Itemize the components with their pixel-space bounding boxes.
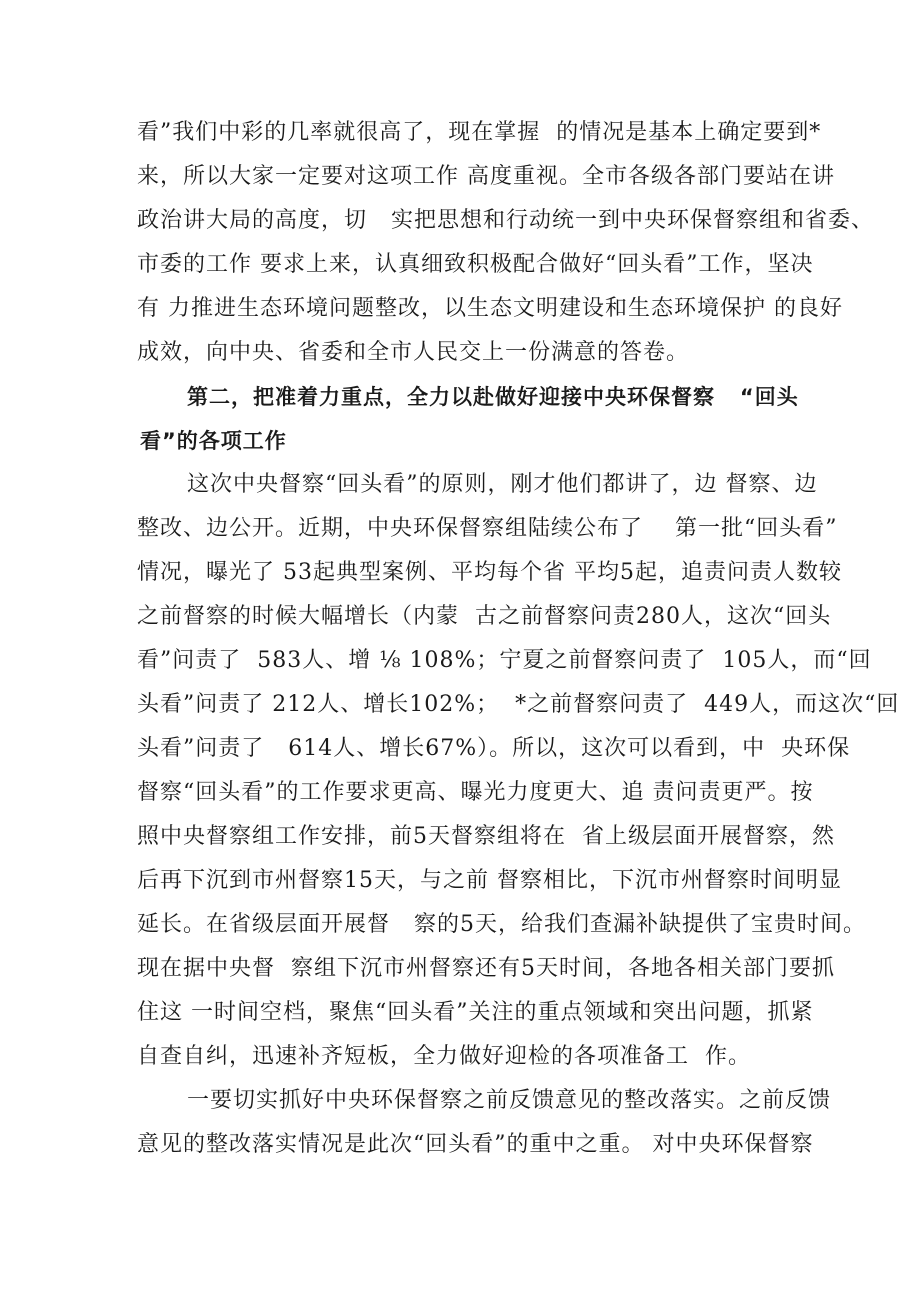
paragraph-2-line-11: 延长。在省级层面开展督 察的5天，给我们查漏补缺提供了宝贵时间。: [137, 912, 866, 937]
paragraph-1-line-6: 成效，向中央、省委和全市人民交上一份满意的答卷。: [137, 340, 690, 365]
paragraph-2-line-4: 之前督察的时候大幅增长（内蒙 古之前督察问责280人，这次“回头: [137, 604, 832, 629]
paragraph-2-line-9: 照中央督察组工作安排，前5天督察组将在 省上级层面开展督察，然: [137, 824, 835, 849]
paragraph-1-line-4: 市委的工作 要求上来，认真细致积极配合做好“回头看”工作，坚决: [137, 252, 814, 277]
paragraph-1-line-1: 看”我们中彩的几率就很高了，现在掌握 的情况是基本上确定要到*: [137, 120, 822, 145]
paragraph-2-line-8: 督察“回头看”的工作要求更高、曝光力度更大、追 责问责更严。按: [137, 780, 814, 805]
paragraph-2-line-2: 整改、边公开。近期，中央环保督察组陆续公布了 第一批“回头看”: [137, 516, 838, 541]
paragraph-2-line-3: 情况，曝光了 53起典型案例、平均每个省 平均5起，追责问责人数较: [137, 560, 842, 585]
paragraph-2-line-7: 头看”问责了 614人、增长67%）。所以，这次可以看到，中 央环保: [137, 736, 851, 761]
paragraph-2-line-10: 后再下沉到市州督察15天，与之前 督察相比，下沉市州督察时间明显: [137, 868, 842, 893]
paragraph-1-line-5: 有 力推进生态环境问题整改，以生态文明建设和生态环境保护 的良好: [137, 296, 843, 321]
paragraph-2-line-12: 现在据中央督 察组下沉市州督察还有5天时间，各地各相关部门要抓: [137, 956, 835, 981]
paragraph-2-line-1: 这次中央督察“回头看”的原则，刚才他们都讲了，边 督察、边: [187, 472, 818, 497]
paragraph-2-line-14: 自查自纠，迅速补齐短板，全力做好迎检的各项准备工 作。: [137, 1044, 751, 1069]
paragraph-2-line-13: 住这 一时间空档，聚焦“回头看”关注的重点领域和突出问题，抓紧: [137, 1000, 814, 1025]
paragraph-3-line-1: 一要切实抓好中央环保督察之前反馈意见的整改落实。之前反馈: [187, 1088, 832, 1113]
paragraph-1-line-3: 政治讲大局的高度，切 实把思想和行动统一到中央环保督察组和省委、: [137, 208, 874, 233]
section-heading-line-2: 看”的各项工作: [140, 429, 287, 453]
section-heading-line-1: 第二，把准着力重点，全力以赴做好迎接中央环保督察 “回头: [187, 385, 799, 409]
paragraph-3-line-2: 意见的整改落实情况是此次“回头看”的重中之重。 对中央环保督察: [137, 1132, 814, 1157]
paragraph-2-line-6: 头看”问责了 212人、增长102%； *之前督察问责了 449人，而这次“回: [137, 692, 900, 717]
paragraph-1-line-2: 来，所以大家一定要对这项工作 高度重视。全市各级各部门要站在讲: [137, 164, 835, 189]
paragraph-2-line-5: 看”问责了 583人、增 ⅛ 108%；宁夏之前督察问责了 105人，而“回: [137, 648, 872, 673]
